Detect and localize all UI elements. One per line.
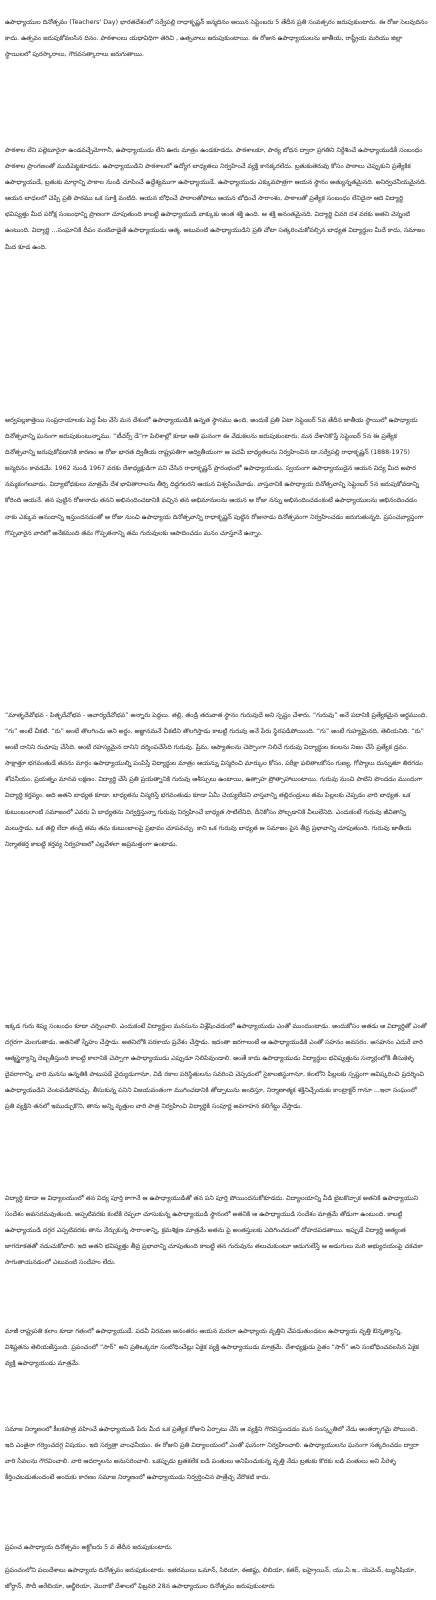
paragraph-kalam: మాజీ రాష్ట్రపతి కలాం కూడా గతంలో ఉపాధ్యాయుడే. పదవీ విరమణ అనంతరం ఆయన మరలా ఉపాధ్యాయ వృత్తిని చేపడుతుండటం ఉపాధ్యాయ వృత్తి ఔన్నత్యాన్ని, విశిష్టతను తెలియజేస్తుంది. ప్రపంచంలో “సార్” అని ప్రతిఒక్కరూ సంబోధించేట్లు ఏకైక వ్యక్తి ఉపాధ్యాయుడు మాత్రమే. దేశాధ్యక్షుడు సైతం “సార్” అని సంబోధించవలసిన ఏకైక వ్యక్తి ఉపాధ్యాయుడు మాత్రమే. — [5, 1328, 419, 1368]
paragraph-student-duty: విద్యార్థి కూడా ఆ విధ్యాలయంలో తన విద్య పూర్తి కాగానే ఆ ఉపాధ్యాయుడితో తన పని పూర్తి పోయిందనుకోకూడదు. విద్యాలయాన్ని వీడి బైటకొచ్చాక అతనికి ఉపాధ్యాయుని సందేశం అవసరమవుతుంది. అప్పటివరకు కంటికి రెప్పలా చూసుకున్న ఉపాధ్యాయుడి స్థానంలో అతనికి ఆ ఉపాధ్యాయుడి సందేశం మాత్రమే తోడుగా ఉంటుంది. కాబట్టి ఉపాధ్యాయుడి దగ్గర ఎప్పటివరకు తాను నేర్చుకున్న సారాంశాన్ని, క్రమశిక్షణ మాత్రమే అతను పై అంతస్తులకు ఎదిగించడంలో దోహదపడతాయి. ఇప్పుడే విద్యార్థి అత్యంత జాగరూకతతో నడుచుకోవాలి. ఇది అతని భవిష్యత్తు తీవ్ర ప్రభావాన్ని చూపుతుంది కాబట్టి తన గురువును తలుచుకుంటూ అడుగులేస్తే ఆ అడుగులు మరి అభ్యుదయంపై చకచకా సాగుతాయనడంలో ఎటువంటి సందేహం లేదు. — [5, 1195, 423, 1267]
paragraph-society: సమాజ నిర్మాణంలో కీలకపాత్ర వహించే ఉపాధ్యాయుడి పేరు మీద ఒక ప్రత్యేక రోజుని ఏర్పాటు చేసి ఆ వ్యక్తిని గౌరవిస్తుండడం మన సంస్కృతిలో నేడు అంతర్భాగమై పోయింది. ఇది ఎంతైనా గర్వించదగ్గ విషయం. ఇది సర్వత్రా వాంఛనీయం. ఈ రోజుని ప్రతి విద్యాలయంలో ఎంతో ఘనంగా నిర్వహించాలి. ఉపాధ్యాయులను ఘనంగా సత్కరించడం ద్వారా వారి సేవలను గౌరవించాలి. వారి ఆదర్శాలను అనుసరించాలి. ఒకప్పుడు బ్రతకలేక బడి పంతులు అనిపించుకున్న వృత్తి నేడు బ్రతుకు కొరకు బడి పంతులు అని పేరెళ్ళ కీర్తించబడుతుందంటే అందుకు కారణం సమాజ నిర్మాణంలో ఉపాధ్యాయుడు నిర్వర్తించిన పాత్రేచ్ఛ వేరొకటి కాదు. — [5, 1426, 420, 1482]
paragraph-world-day: ప్రపంచ ఉపాధ్యాయ దినోత్సవం అక్టోబరు 5 వ తేదీన జరుపుకుంటారు. — [5, 1544, 173, 1551]
paragraph-radhakrishnan: అర్వపల్లకాత్తెయి సంప్రదాయాలకు పెద్ద పీట వేసే మన దేశంలో ఉపాధ్యాయుడికి ఉన్నత స్థానము ఉంది. అందుకే ప్రతి ఏటా సెప్టెంబర్ 5వ తేదీన జాతీయ స్థాయిలో ఉపాధ్యాయ దినోత్సవాన్ని ఘనంగా జరుపుకుంటున్నాము. “టీచర్స్ డే”గా పిలిశాల్లో కూడా అతి ఘనంగా ఈ వేడుకలను జరుపుకుంటారు. మన దేశానికొస్తే సెప్టెంబర్ 5న ఈ ప్రత్యేక దినోత్సవాన్ని జరుపుకోవడానికి కారణం ఆ రోజు భారత ద్వితీయ రాష్ట్రపతిగా అద్వితీయంగా ఆ పదవీ బాధ్యతలను నిర్వహించిన డా.సర్వేపల్లి రాధాకృష్ణన్ (1888-1975) జన్మదినం కావడమే. 1962 నుండి 1967 వరకు దేశాధ్యక్షుడిగా పని చేసిన రాధాకృష్ణన్ ప్రారంభంలో ఉపాధ్యాయుడు. స్వయంగా ఉపాధ్యాయుడైన ఆయన విద్య మీద అపార నమ్మకంగలవాడు. విద్యాబోధకులు మాత్రమే దేశ భావితారాలను తీర్చి దిద్దగలరని ఆయన విశ్వసించేవాడు. వాస్తవానికి ఉపాధ్యాయ దినోత్సవాన్ని సెప్టెంబర్ 5న జరుపుకోవడాన్ని కోరింది ఆయనే. తన పుట్టిన రోజునాడు తనని అభినందించడానికి వచ్చిన తన అభిమానులను ఆయన ఆ రోజు నన్ను అభినందించడంకంటే ఉపాధ్యాయులను అభినందించడం నాకు ఎక్కువ ఆనందాన్ని ఇస్తుందనడంతో ఆ రోజు నుంచి ఉపాధ్యాయ దినోత్సవాన్ని రాధాకృష్ణన్ పుట్టిన రోజునాడు దినోత్సవంగా నిర్వహించడం జరుగుతున్నది. ప్రపంచవ్యాప్తంగా గొప్పవారైన వారిలో అనేకమంది తమ గొప్పతనాన్ని తమ గురువులకు ఆపాదించడం మనం చూస్తూనే ఉన్నాం. — [5, 417, 424, 537]
paragraph-guru-disciple: ఇక్కడ గురు శిష్య సంబంధం కూడా చర్చించాలి. ఎందుకంటే విద్యార్థుల మనసును విశ్లేషించడంలో ఉపాధ్యాయుడు ఎంతో ముందుంటాడు. అందుకోసం అతడు ఆ విద్యార్థితో ఎంతో దగ్గరగా మెలగుతాడు. అతనితో స్నేహం చేస్తాడు. అతనిలోకి పరకాయ ప్రవేశం చేస్తాడు. ఇదంతా జరగాలంటే ఆ ఉపాధ్యాయుడికి ఎంతో సహనం అవసరం. అసహనం ఎదురే వారి ఆత్మస్థైర్యాన్ని దెబ్బతీస్తుంది కాబట్టి కాలానికి చెప్పాగా ఉపాధ్యాయుడు ఎప్పుడూ నిలిపివుండాలి. అంతే కాదు ఉపాధ్యాయుడు విద్యార్థుల భవిష్యత్తును సన్మార్గంలోకి తీసుకెళ్ళ దైవరాగాన్ని, వారి మనసు ఉన్నతికి పాటుపడే వైద్యుడుగానూ, విడి రకాల పరిస్థితులను సవరించి చెప్పడంలో సైకాలజిస్టుగానూ, కలలోని పిల్లలకు స్పష్టంగా ఆవిష్కరించి ప్రదర్శించి ఉపాధ్యాయుడిని వెంటపడిపోవచ్చు. తీసుకున్న పనిని విజయవంతంగా ముగించడానికి తోడ్పాటును అందిస్తూ, నిర్మాణాత్మక శక్తినిచ్చేందుకు కాంట్రాక్టర్ గానూ ...ఇలా సంఘంలో ప్రతి వ్యక్తిని తనలో ఇముడ్చుకొని, తాను అన్ని వృత్తుల వారి పాత్ర నిర్వహించి విద్యార్థికి సంపూర్ణ అవగాహన కలిగేట్టు చేస్తాడు. — [5, 1023, 427, 1111]
paragraph-countries: ప్రపంచంలోని పలుదేశాలు ఉపాధ్యాయ దినోత్సవం జరుపుకుంటారు. ఇతరములు ఒమాన్, సిరియా, ఈజిప్టు, లిబియా, కతర్, బహ్రైయిన్, యు.ఏ.ఇ., యెమెన్, ట్యునీషియా, జోర్డాన్, సౌదీ అరేబియా, అల్జీరియా, మొరాకో దేశాలలో ఫిబ్రవరి 28న ఉపాధ్యాయుల దినోత్సవం జరుపుకుంటారు — [5, 1567, 417, 1591]
paragraph-teacher-importance: పాఠశాల లేని పల్లెటూరైనా ఉండవచ్చేమోగానీ, ఉపాధ్యాయుడు లేని ఊరు మాత్రం ఉండకూడదు. పాఠశాలకూ, పాఠ్య బోధన ద్వారా ప్రగతిని నిర్దేశించే ఉపాధ్యాయుడికీ సంబంధం పాఠశాల ప్రాంగణంతో ముడిపెట్టకూడదు. ఉపాధ్యాయుడిని పాఠశాలలో ఉద్యోగ బాధ్యతలు నిర్వహించే వ్యక్తి కానక్కరలేదు. బ్రతుకుతెరువు కోసం పాఠాలు చెప్పుకుని ప్రత్యేకిక ఉపాధ్యాయుడే, బ్రతుకు మార్గాన్ని పాఠాల నుండి చూపించే ఉద్దేశ్యముగా ఉపాధ్యాయుడే. ఉపాధ్యాయుడు ఎక్కువపాత్రగా ఆయన స్థానం అత్యున్నతమైనది. అనిర్వచనీయమైనది. ఆయన బాధలలో చెప్పే ప్రతి పాఠము ఒక సూక్తి వంటిది. ఆయన బోధించే పాఠాలతోపాటు ఆయన బోధించే సారాంశం, పాఠాలతో ప్రత్యేక సంబంధం లేనిదైనా ఆది విద్యార్థి భవిష్యత్తు మీద పరోక్ష సంబంధాన్ని ప్రాణంగా చూపుతుంది కాబట్టి ఉపాధ్యాయుడి వాక్కుకు అంత శక్తి ఉంది. ఆ శక్తి అనంతమైనది. విద్యార్థి చివరి దశ వరకు అతని వెన్నంటి ఉంటుంది. విద్యార్థి ...సంఘానికి దీపం వంటివాడైతే ఉపాధ్యాయుడు ఆత్మ. అటువంటి ఉపాధ్యాయుడిని ప్రతి చోటా సత్కరించుకోవల్సిన బాధ్యత విద్యార్థుల మీదే కాదు, సమాజం మీద కూడ ఉంది. — [5, 147, 427, 251]
paragraph-guru-meaning: “మాతృదేవోభవ - పితృదేవోభవ - ఆచార్యదేవోభవ” అన్నారు పెద్దలు. తల్లి, తండ్రి తరువాత స్థానం గురువుదే అని స్పష్టం చేశారు. “గురువు” అనే పదానికి ప్రత్యేకమైన అర్థముంది. “గు” అంటే చీకటి. “రు” అంటే తొలగించు అని అర్థం. అజ్ఞానమనే చీకటిని తొలగిస్తాడు కాబట్టి గురువు అనే పేరు స్థిరపడిపోయింది. “గు” అంటే గుహ్యమైనది, తెలియనిది. “రు” అంటే దానిని రుచూపు చేసేది. అంటే రహస్యమైన దానిని దర్శింపచేసేది గురువు. ప్రేమ, ఆప్యాతలను చెప్పొంగా నిలిచే గురువు విద్యార్థుల కలలను నిజం చేసే ప్రత్యేక ద్రవం. సాక్షాత్తూ భగవంతుడే తనను మార్గం ఉపాధ్యాయుల్ని పంపిస్తే విద్యార్థుల మాత్రం ఆయన్ను విస్మరించి మార్కుల కోసం, పరీక్షా ఫలితాలకోసం గుణ్య, గోప్యాలు దున్నుతూ తిరగడం శోచనీయం. ప్రయత్నం మానవ లక్షణం. విద్యార్థి చేసే ప్రతి ప్రయత్నానికి గురువు ఆశీస్సులు ఉంటాయి, ఉత్సాహ ప్రోత్సాహాలుంటాయి. గురువు నుంచి పాటిని పొందడం ముందుగా విద్యార్థి కర్తవ్యం. అది అతని బాధ్యత కూడా. బాధ్యతను విస్మరిస్తే భగవంతుడు కూడా ఏమీ చెయ్యలేడని వాస్తవాన్ని తల్లిదండ్రులు తమ పిల్లలకు చెప్పడం వారి బాధ్యత. ఒక కుటుంబంలాంటి సమాజంలో ఎవరు ఏ బాధ్యతను నిర్వర్తిస్తున్నా గురువు నిర్వహించే బాధ్యత సాటిలేనిది. దీనికోసం పోల్చడానికి వీలులేనిది. ఎందుకంటే గురువు జీవితాన్ని మలుస్తాడు. ఒక తల్లి లేదా తండ్రి తమ తమ కుటుంబాలపై ప్రభావం చూపవచ్చు. కాని ఒక గురువు బాధ్యత ఆ సమాజం పైన తీవ్ర ప్రభావాన్ని చూపుతుంది. గురువు జాతీయ నిర్మాతకర్త కాబట్టి కర్తవ్య నిర్వహణలో ఎల్లవేళలా అప్రమత్తంగా ఉంటాడు. — [5, 712, 428, 848]
paragraph-intro: ఉపాధ్యాయుల దినోత్సవం (Teachers' Day) భారతదేశంలో సర్వేపల్లి రాధాకృష్ణన్ జన్మదినం అయిన సెప్టెంబరు 5 తేదీన ప్రతి సంవత్సరం జరుపుకుంటారు. ఈ రోజు సెలవుదినం కాదు. ఉత్సవం జరుపుకోవలసిన దినం. పాఠశాలలు యధావిధిగా తెరిచి , ఉత్సవాలు జరుపుకుంటాయి. ఈ రోజున ఉపాధ్యాయులను జాతీయ, రాష్ట్రీయ మరియు జిల్లా స్థాయిలలో పురస్కారాలు, గౌరవసత్కారాలు జరుగుతాయి. — [5, 19, 428, 59]
